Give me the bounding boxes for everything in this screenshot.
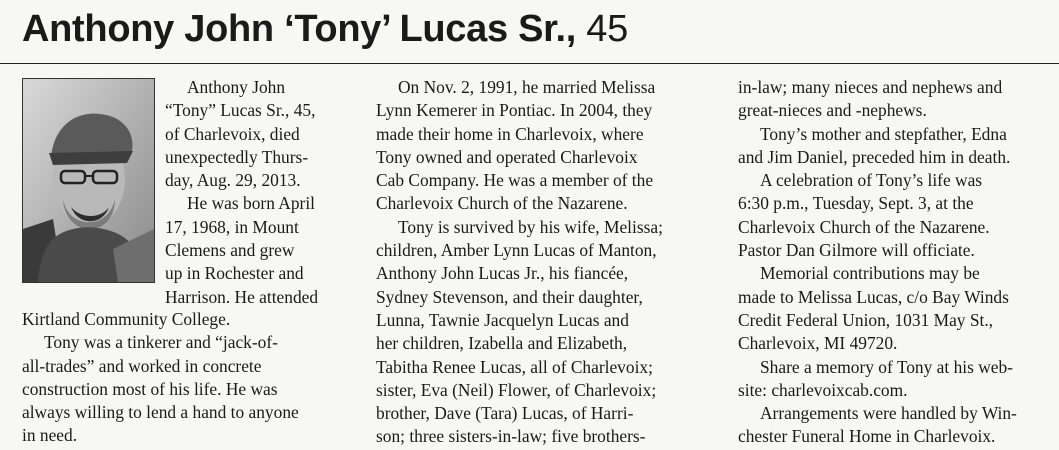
text-line: Credit Federal Union, 1031 May St., xyxy=(738,309,994,330)
text-line: Tony was a tinkerer and “jack-of- xyxy=(44,332,278,353)
text-line: up in Rochester and xyxy=(165,263,304,284)
text-line: He was born April xyxy=(187,193,315,214)
text-line: Charlevoix Church of the Nazarene. xyxy=(738,216,990,237)
text-line: Tabitha Renee Lucas, all of Charlevoix; xyxy=(376,356,653,377)
text-line: unexpectedly Thurs- xyxy=(165,146,309,167)
text-line: and Jim Daniel, preceded him in death. xyxy=(738,146,1011,167)
text-line: Arrangements were handled by Win- xyxy=(760,403,1017,424)
obituary-headline xyxy=(22,6,628,52)
text-line: her children, Izabella and Elizabeth, xyxy=(376,333,628,354)
text-line: Lynn Kemerer in Pontiac. In 2004, they xyxy=(376,100,653,121)
text-line: Anthony John xyxy=(187,77,286,97)
text-line: Pastor Dan Gilmore will officiate. xyxy=(738,240,975,261)
text-line: great-nieces and -nephews. xyxy=(738,100,927,121)
text-line: construction most of his life. He was xyxy=(22,378,278,399)
text-line: 17, 1968, in Mount xyxy=(165,216,299,237)
text-line: Harrison. He attended xyxy=(165,286,319,307)
text-line: made their home in Charlevoix, where xyxy=(376,123,644,144)
text-line: of Charlevoix, died xyxy=(165,123,300,144)
text-line: Charlevoix Church of the Nazarene. xyxy=(376,193,628,214)
headline-age: 45 xyxy=(586,8,628,50)
text-line: always willing to lend a hand to anyone xyxy=(22,402,299,423)
text-line: site: charlevoixcab.com. xyxy=(738,379,908,400)
headline-rule xyxy=(0,63,1059,64)
text-line: Tony owned and operated Charlevoix xyxy=(376,146,638,167)
text-line: Share a memory of Tony at his web- xyxy=(760,356,1013,377)
text-line: On Nov. 2, 1991, he married Melissa xyxy=(398,77,656,97)
text-line: Cab Company. He was a member of the xyxy=(376,170,654,191)
column-3 xyxy=(738,76,1017,449)
portrait-photo xyxy=(22,78,155,283)
column-1-top xyxy=(165,76,318,309)
text-line: Tony is survived by his wife, Melissa; xyxy=(398,216,663,237)
text-line: Tony’s mother and stepfather, Edna xyxy=(760,123,1007,144)
text-line: day, Aug. 29, 2013. xyxy=(165,170,301,191)
text-line: A celebration of Tony’s life was xyxy=(760,170,983,191)
text-line: Sydney Stevenson, and their daughter, xyxy=(376,286,643,307)
text-line: Charlevoix, MI 49720. xyxy=(738,333,898,354)
text-line: son; three sisters-in-law; five brothers- xyxy=(376,426,646,447)
text-line: Clemens and grew xyxy=(165,240,295,261)
text-line: “Tony” Lucas Sr., 45, xyxy=(165,100,316,121)
text-line: in-law; many nieces and nephews and xyxy=(738,77,1003,97)
text-line: Anthony John Lucas Jr., his fiancée, xyxy=(376,263,629,284)
text-line: Kirtland Community College. xyxy=(22,309,231,329)
text-line: Memorial contributions may be xyxy=(760,263,980,284)
column-1-bottom xyxy=(22,308,299,448)
headline-name: Anthony John ‘Tony’ Lucas Sr., xyxy=(22,8,577,50)
text-line: children, Amber Lynn Lucas of Manton, xyxy=(376,240,657,261)
text-line: Lunna, Tawnie Jacquelyn Lucas and xyxy=(376,309,629,330)
text-line: chester Funeral Home in Charlevoix. xyxy=(738,426,996,447)
portrait-photo-drawing xyxy=(23,79,154,282)
text-line: in need. xyxy=(22,425,78,446)
text-line: brother, Dave (Tara) Lucas, of Harri- xyxy=(376,403,634,424)
column-2 xyxy=(376,76,663,449)
text-line: all-trades” and worked in concrete xyxy=(22,355,262,376)
text-line: sister, Eva (Neil) Flower, of Charlevoix; xyxy=(376,379,657,400)
text-line: made to Melissa Lucas, c/o Bay Winds xyxy=(738,286,1009,307)
text-line: 6:30 p.m., Tuesday, Sept. 3, at the xyxy=(738,193,974,214)
